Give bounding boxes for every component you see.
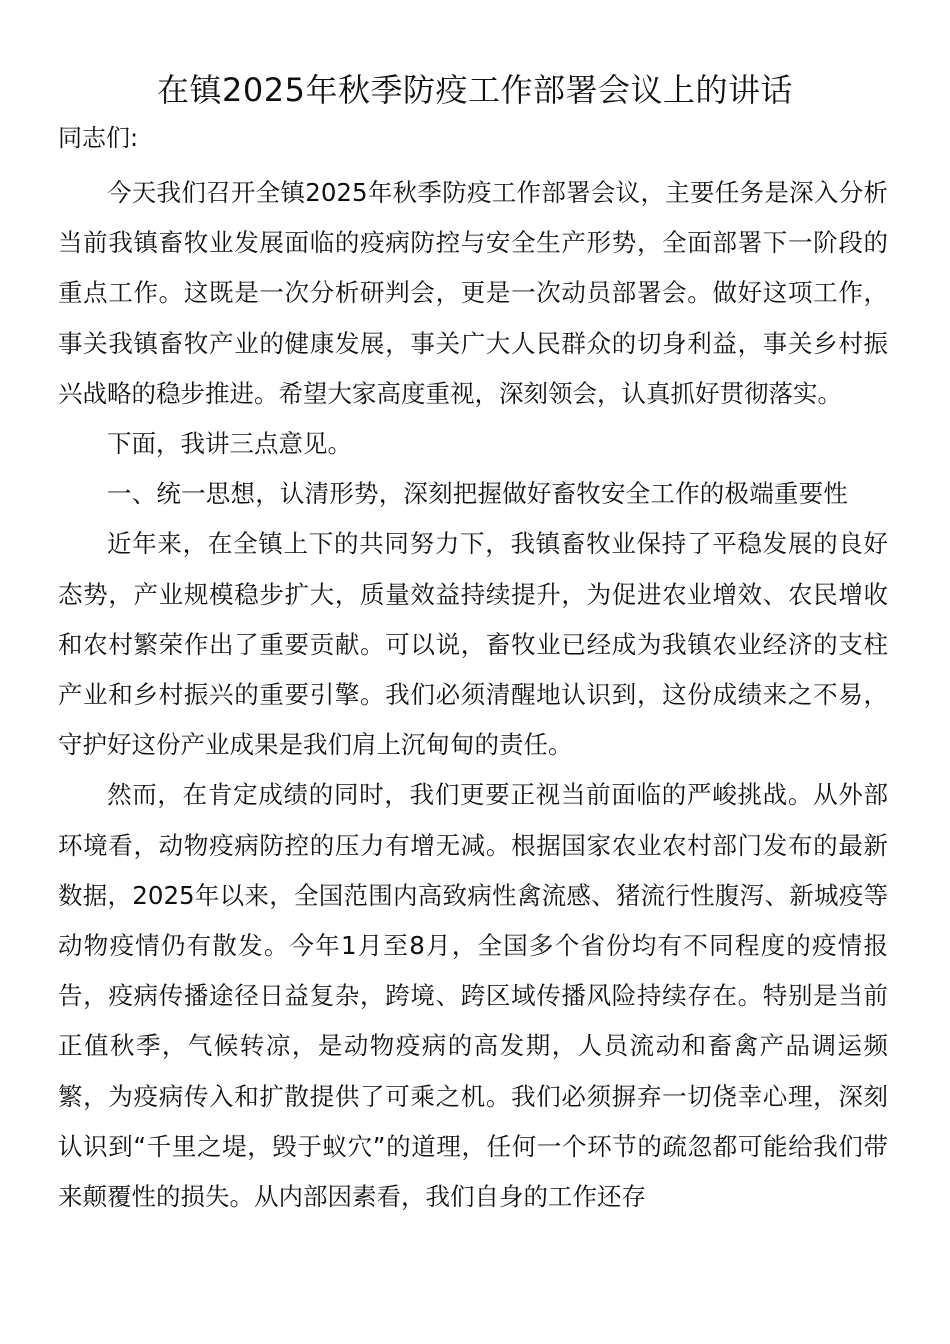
document-title: 在镇2025年秋季防疫工作部署会议上的讲话 <box>157 71 793 109</box>
document-body <box>58 168 888 1222</box>
paragraph-challenges: 然而，在肯定成绩的同时，我们更要正视当前面临的严峻挑战。从外部环境看，动物疫病防控的压力有增无减。根据国家农业农村部门发布的最新数据，2025年以来，全国范围内高致病性禽流感、猪流行性腹泻、新城疫等动物疫情仍有散发。今年1月至8月，全国多个省份均有不同程度的疫情报告，疫病传播途径日益复杂，跨境、跨区域传播风险持续存在。特别是当前正值秋季，气候转凉，是动物疫病的高发期，人员流动和畜禽产品调运频繁，为疫病传入和扩散提供了可乘之机。我们必须摒弃一切侥幸心理，深刻认识到“千里之堤，毁于蚁穴”的道理，任何一个环节的疏忽都可能给我们带来颠覆性的损失。从内部因素看，我们自身的工作还存 <box>58 780 888 1212</box>
salutation: 同志们: <box>58 124 139 152</box>
section-heading-1: 一、统一思想，认清形势，深刻把握做好畜牧安全工作的极端重要性 <box>107 479 848 509</box>
paragraph-intro: 今天我们召开全镇2025年秋季防疫工作部署会议，主要任务是深入分析当前我镇畜牧业发展面临的疫病防控与安全生产形势，全面部署下一阶段的重点工作。这既是一次分析研判会，更是一次动员部署会。做好这项工作，事关我镇畜牧产业的健康发展，事关广大人民群众的切身利益，事关乡村振兴战略的稳步推进。希望大家高度重视，深刻领会，认真抓好贯彻落实。 <box>58 178 888 408</box>
paragraph-achievements: 近年来，在全镇上下的共同努力下，我镇畜牧业保持了平稳发展的良好态势，产业规模稳步扩大，质量效益持续提升，为促进农业增效、农民增收和农村繁荣作出了重要贡献。可以说，畜牧业已经成为我镇农业经济的支柱产业和乡村振兴的重要引擎。我们必须清醒地认识到，这份成绩来之不易，守护好这份产业成果是我们肩上沉甸甸的责任。 <box>58 529 888 760</box>
paragraph-transition: 下面，我讲三点意见。 <box>107 429 352 459</box>
